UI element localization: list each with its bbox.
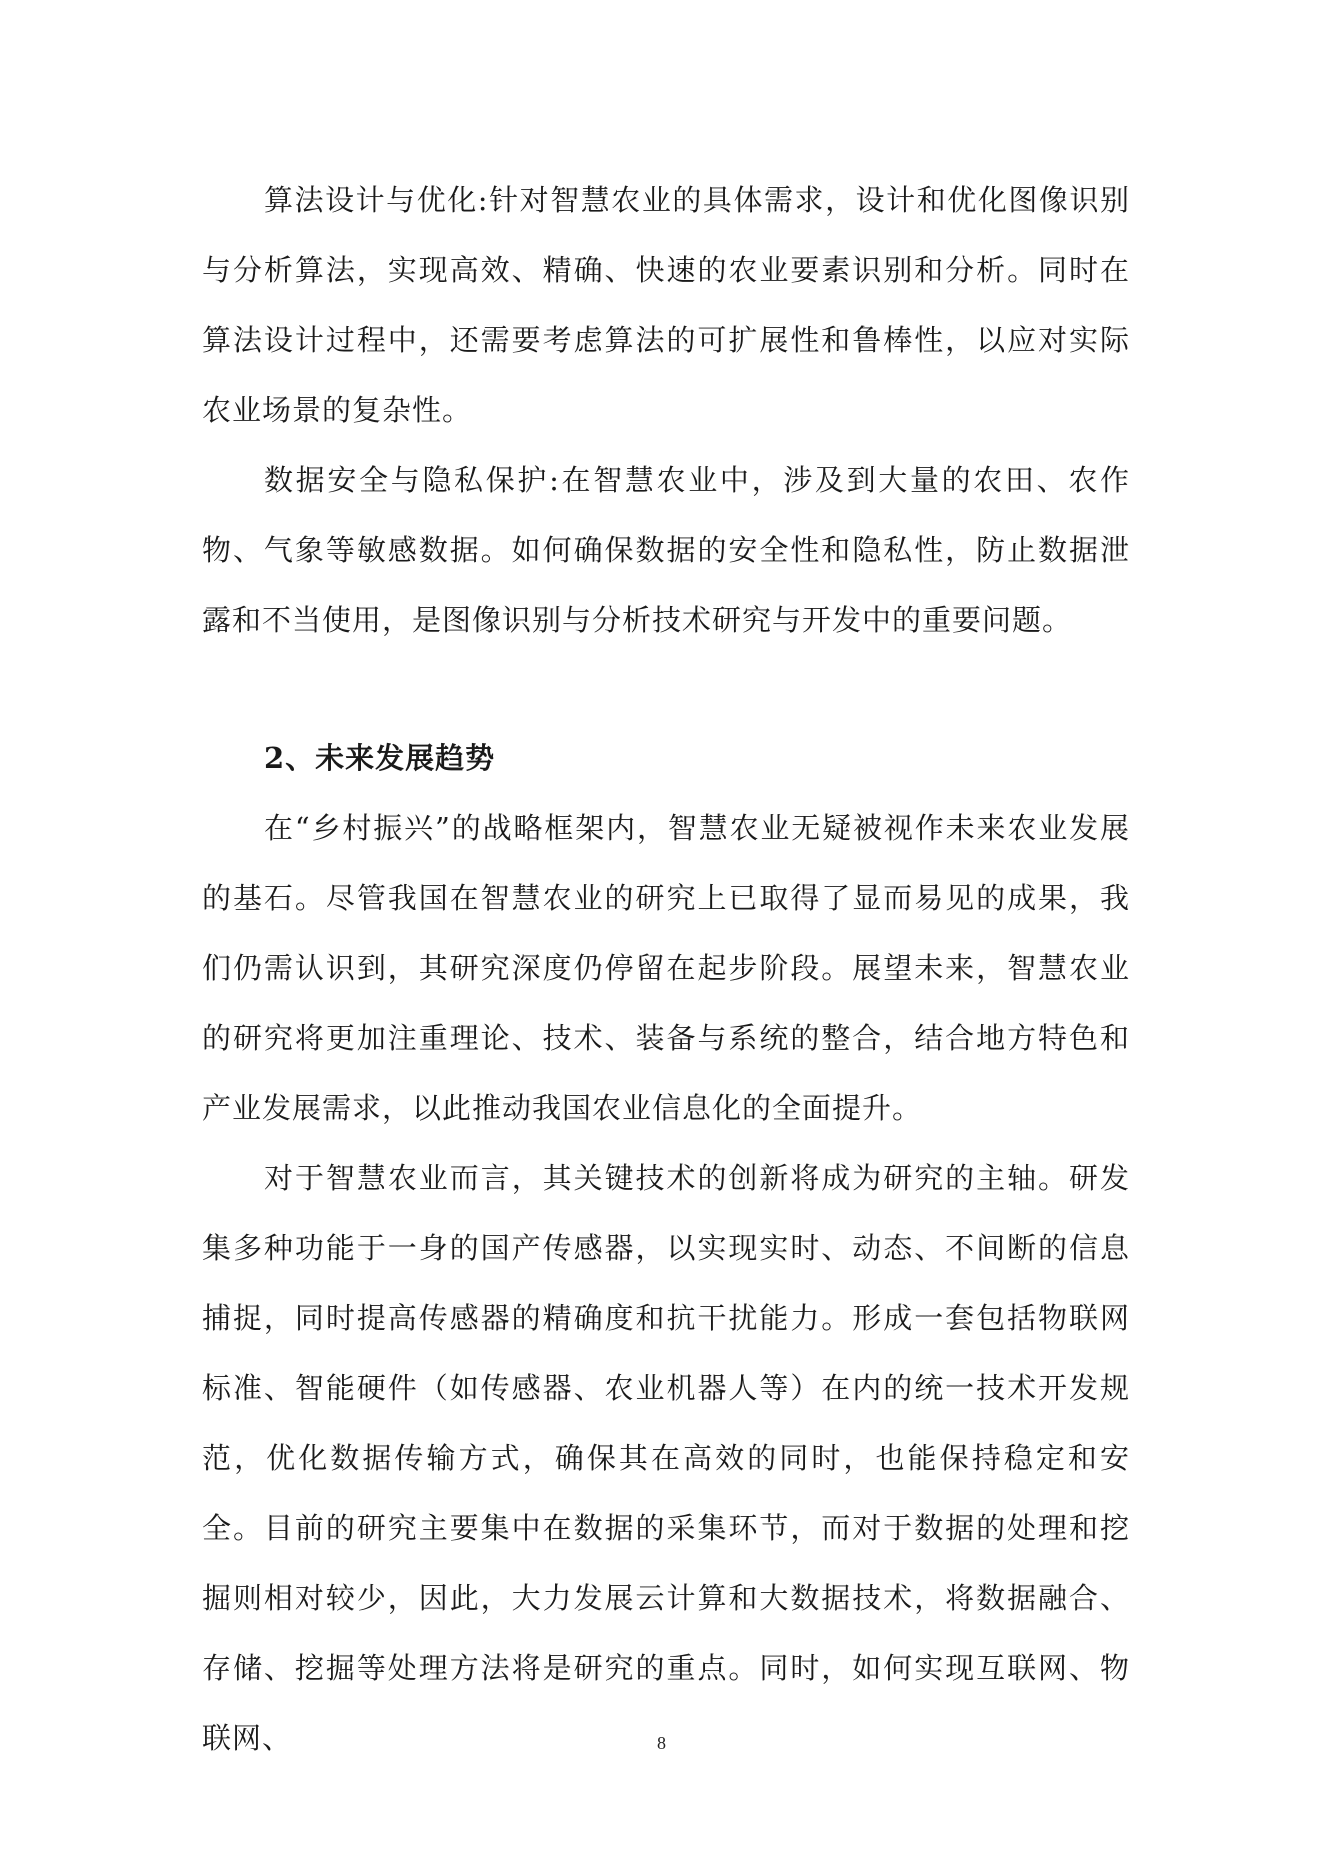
paragraph-algorithm-design: 算法设计与优化:针对智慧农业的具体需求，设计和优化图像识别与分析算法，实现高效、精确、快速的农业要素识别和分析。同时在算法设计过程中，还需要考虑算法的可扩展性和鲁棒性，以应对实际农业场景的复杂性。 xyxy=(202,183,1130,427)
paragraph-key-technology: 对于智慧农业而言，其关键技术的创新将成为研究的主轴。研发集多种功能于一身的国产传感器，以实现实时、动态、不间断的信息捕捉，同时提高传感器的精确度和抗干扰能力。形成一套包括物联网标准、智能硬件（如传感器、农业机器人等）在内的统一技术开发规范，优化数据传输方式，确保其在高效的同时，也能保持稳定和安全。目前的研究主要集中在数据的采集环节，而对于数据的处理和挖掘则相对较少，因此，大力发展云计算和大数据技术，将数据融合、存储、挖掘等处理方法将是研究的重点。同时，如何实现互联网、物联网、 xyxy=(202,1161,1130,1755)
section-heading: 2、未来发展趋势 xyxy=(264,741,496,775)
paragraph-data-security: 数据安全与隐私保护:在智慧农业中，涉及到大量的农田、农作物、气象等敏感数据。如何确保数据的安全性和隐私性，防止数据泄露和不当使用，是图像识别与分析技术研究与开发中的重要问题。 xyxy=(202,463,1130,637)
page-number: 8 xyxy=(657,1733,666,1753)
page-body xyxy=(202,165,1130,1773)
paragraph-rural-revitalization: 在“乡村振兴”的战略框架内，智慧农业无疑被视作未来农业发展的基石。尽管我国在智慧农业的研究上已取得了显而易见的成果，我们仍需认识到，其研究深度仍停留在起步阶段。展望未来，智慧农业的研究将更加注重理论、技术、装备与系统的整合，结合地方特色和产业发展需求，以此推动我国农业信息化的全面提升。 xyxy=(202,811,1130,1125)
